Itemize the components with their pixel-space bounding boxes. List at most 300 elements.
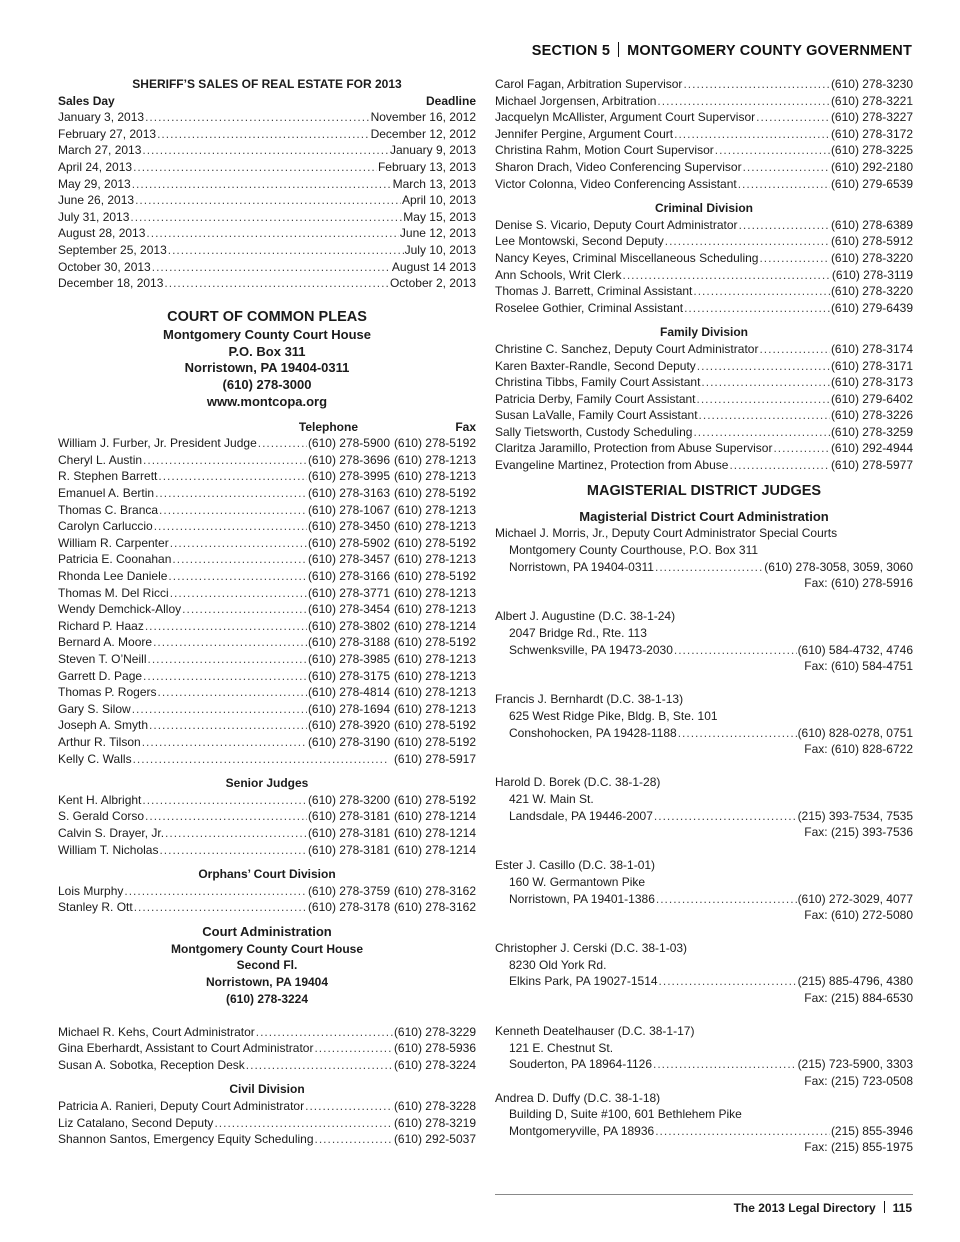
mdj-address: Montgomery County Courthouse, P.O. Box 311 [509,543,759,558]
arbitration-row [495,93,913,110]
person-name: Susan A. Sobotka, Reception Desk [58,1057,245,1072]
dot-leader [623,267,831,284]
family-division-row [495,374,913,391]
person-name: Arthur R. Tilson [58,734,141,749]
ccp-address-line: Montgomery County Court House [163,326,371,342]
mdj-city: Norristown, PA 19401-1386 [509,891,655,906]
mdj-city-phone [495,642,913,659]
mdj-city: Souderton, PA 18964-1126 [509,1057,653,1072]
telephone-number: (610) 279-6439 [830,300,913,315]
person-name: Patricia A. Ranieri, Deputy Court Administrator [58,1099,305,1114]
judge-row [58,717,476,734]
person-name: Kelly C. Walls [58,751,132,766]
arbitration-row [495,76,913,93]
sale-day: March 27, 2013 [58,143,142,158]
telephone-number: (610) 292-4944 [830,441,913,456]
person-name: Liz Catalano, Second Deputy [58,1115,214,1130]
person-name: Thomas M. Del Ricci [58,585,169,600]
mdj-city: Landsdale, PA 19446-2007 [509,808,653,823]
mdj-entry [495,1023,913,1089]
deadline-header: Deadline [425,93,476,108]
telephone-number: (610) 279-6402 [830,391,913,406]
family-division-row [495,391,913,408]
person-name: Gina Eberhardt, Assistant to Court Administrator [58,1041,314,1056]
court-admin-title: Court Administration [202,923,332,939]
dot-leader [729,457,829,474]
telephone-header: Telephone [298,419,358,434]
person-name: Patricia E. Coonahan [58,552,172,567]
telephone-number: (610) 278-3175 [307,668,390,683]
person-name: William J. Furber, Jr. President Judge [58,436,257,451]
fax-number: (610) 278-1214 [393,809,476,824]
section-number: SECTION 5 [531,43,611,59]
person-name: Lee Montowski, Second Deputy [495,234,664,249]
telephone-number: (610) 278-3181 [307,825,390,840]
dot-leader [305,1098,393,1115]
dot-leader [158,468,307,485]
mdj-address: 2047 Bridge Rd., Rte. 113 [509,626,647,641]
dot-leader [759,341,829,358]
dot-leader [153,634,307,651]
person-name: Carol Fagan, Arbitration Supervisor [495,77,683,91]
ccp-table-header [58,419,476,436]
fax-number: (610) 278-1214 [393,825,476,840]
civil-division-row [58,1115,476,1132]
criminal-division-title: Criminal Division [654,201,754,216]
section-title: MONTGOMERY COUNTY GOVERNMENT [627,43,912,59]
fax-number: (610) 278-5192 [393,792,476,807]
mdj-telephone: (215) 723-5900, 3303 [797,1057,913,1072]
mdj-fax: Fax: (610) 272-5080 [804,908,913,923]
court-admin-staff-row [58,1040,476,1057]
judge-row [58,551,476,568]
dot-leader [693,283,830,300]
person-name: William R. Carpenter [58,535,169,550]
mdj-telephone: (215) 885-4796, 4380 [797,974,913,989]
family-division-row [495,440,913,457]
senior-judge-row [58,792,476,809]
sheriff-sale-row [58,275,476,292]
telephone-number: (610) 278-3173 [830,375,913,390]
dot-leader [154,518,307,535]
sale-deadline: February 13, 2013 [377,159,476,174]
dot-leader [701,374,830,391]
orphans-court-list [58,883,476,916]
sale-day: April 24, 2013 [58,159,133,174]
sale-day: June 26, 2013 [58,193,135,208]
dot-leader [214,1115,393,1132]
telephone-number: (610) 278-3200 [307,792,390,807]
mdj-entry [495,940,913,1023]
telephone-number: (610) 278-3174 [830,341,913,356]
person-name: Jennifer Pergine, Argument Court [495,126,674,141]
person-name: Bernard A. Moore [58,635,153,650]
mdj-telephone: (610) 272-3029, 4077 [797,891,913,906]
telephone-number: (610) 292-2180 [830,159,913,174]
ccp-address-line: (610) 278-3000 [222,377,312,393]
mdj-city-phone [495,1123,913,1140]
judge-row [58,452,476,469]
sale-deadline: October 2, 2013 [389,276,476,291]
telephone-number: (610) 278-1067 [307,502,390,517]
person-name: Garrett D. Page [58,668,143,683]
dot-leader [145,808,307,825]
publication-name: The 2013 Legal Directory [733,1201,876,1215]
person-name: Denise S. Vicario, Deputy Court Administrator [495,217,738,232]
civil-division-row [58,1098,476,1115]
judge-row [58,468,476,485]
mdj-name: Ester J. Casillo (D.C. 38-1-01) [495,858,656,873]
dot-leader [132,701,307,718]
fax-number: (610) 278-1213 [393,552,476,567]
dot-leader [246,1057,393,1074]
person-name: Jacquelyn McAllister, Argument Court Supervisor [495,110,756,125]
judge-row [58,634,476,651]
criminal-division-row [495,250,913,267]
sheriff-sale-row [58,142,476,159]
dot-leader [145,618,307,635]
mdj-address: 160 W. Germantown Pike [509,874,646,889]
dot-leader [165,825,307,842]
court-admin-address-line: (610) 278-3224 [225,991,309,1006]
dot-leader [133,751,389,768]
mdj-entry [495,857,913,940]
sheriff-sale-row [58,209,476,226]
dot-leader [697,358,830,375]
dot-leader [159,502,307,519]
dot-leader [715,142,830,159]
sheriff-header [58,93,476,110]
person-name: Lois Murphy [58,883,124,898]
court-admin-staff-row [58,1057,476,1074]
person-name: Cheryl L. Austin [58,452,143,467]
dot-leader [315,1131,393,1148]
header-divider [618,42,619,57]
mdj-fax: Fax: (215) 884-6530 [804,991,913,1006]
dot-leader [697,391,830,408]
judge-row [58,751,476,768]
person-name: S. Gerald Corso [58,809,145,824]
telephone-number: (610) 278-3802 [307,618,390,633]
telephone-number: (610) 278-3220 [830,250,913,265]
mdj-entry [495,691,913,774]
telephone-number: (610) 292-5037 [393,1132,476,1147]
dot-leader [655,1123,830,1140]
criminal-division-row [495,300,913,317]
dot-leader [133,159,377,176]
ccp-title: COURT OF COMMON PLEAS [167,308,367,325]
dot-leader [164,275,389,292]
mdj-admin-title: Magisterial District Court Administration [579,508,829,524]
dot-leader [773,440,829,457]
telephone-number: (610) 278-3119 [831,267,913,282]
sale-day: July 31, 2013 [58,209,130,224]
family-division-row [495,424,913,441]
mdj-fax: Fax: (610) 278-5916 [804,576,913,591]
person-name: Christina Rahm, Motion Court Supervisor [495,143,714,158]
mdj-name: Christopher J. Cerski (D.C. 38-1-03) [495,941,688,956]
mdj-address: 421 W. Main St. [509,791,594,806]
judge-row [58,734,476,751]
mdj-address: 8230 Old York Rd. [509,957,607,972]
sheriff-sale-row [58,225,476,242]
dot-leader [258,435,307,452]
mdj-fax: Fax: (215) 393-7536 [804,825,913,840]
dot-leader [693,424,830,441]
sale-deadline: December 12, 2012 [370,126,476,141]
orphans-judge-row [58,899,476,916]
ccp-address-line: P.O. Box 311 [228,343,306,359]
fax-number: (610) 278-1213 [393,701,476,716]
person-name: Rhonda Lee Daniele [58,569,168,584]
telephone-number: (610) 278-5902 [307,535,390,550]
dot-leader [665,233,830,250]
dot-leader [674,126,830,143]
dot-leader [684,300,830,317]
sheriff-sale-row [58,159,476,176]
person-name: Thomas J. Barrett, Criminal Assistant [495,284,693,299]
judge-row [58,684,476,701]
family-division-row [495,407,913,424]
person-name: Victor Colonna, Video Conferencing Assistant [495,176,737,191]
fax-number: (610) 278-1213 [393,602,476,617]
dot-leader [147,651,306,668]
telephone-number: (610) 278-3920 [307,718,390,733]
mdj-name: Albert J. Augustine (D.C. 38-1-24) [495,609,676,624]
sale-deadline: June 12, 2013 [399,226,476,241]
family-division-row [495,457,913,474]
person-name: Claritza Jaramillo, Protection from Abuse Supervisor [495,441,773,456]
mdj-address: Building D, Suite #100, 601 Bethlehem Pike [509,1107,742,1122]
mdj-fax: Fax: (215) 723-0508 [804,1074,913,1089]
dot-leader [756,109,830,126]
dot-leader [155,485,307,502]
mdj-city-phone [495,973,913,990]
dot-leader [152,259,391,276]
dot-leader [659,973,797,990]
dot-leader [256,1024,393,1041]
sale-deadline: May 15, 2013 [403,209,476,224]
telephone-number: (610) 278-3224 [393,1057,476,1072]
mdj-entry [495,608,913,691]
family-division-list [495,341,913,474]
family-division-row [495,341,913,358]
judge-row [58,651,476,668]
fax-number: (610) 278-5192 [393,734,476,749]
criminal-division-row [495,267,913,284]
person-name: Calvin S. Drayer, Jr. [58,825,165,840]
fax-number: (610) 278-5192 [393,569,476,584]
sale-deadline: November 16, 2012 [370,110,476,125]
senior-judge-row [58,842,476,859]
fax-number: (610) 278-1213 [393,585,476,600]
telephone-number: (610) 278-3220 [830,284,913,299]
person-name: Michael R. Kehs, Court Administrator [58,1024,255,1039]
person-name: Shannon Santos, Emergency Equity Scheduling [58,1132,314,1147]
person-name: Wendy Demchick-Alloy [58,602,182,617]
fax-number: (610) 278-5192 [393,635,476,650]
dot-leader [653,1056,797,1073]
telephone-number: (610) 278-3230 [830,77,913,91]
dot-leader [132,176,392,193]
telephone-number: (610) 278-3178 [307,900,390,915]
criminal-division-row [495,217,913,234]
dot-leader [146,225,399,242]
telephone-number: (610) 278-3172 [830,126,913,141]
mdj-fax: Fax: (215) 855-1975 [804,1140,913,1155]
dot-leader [142,734,307,751]
telephone-number: (610) 278-3771 [307,585,390,600]
person-name: Evangeline Martinez, Protection from Abuse [495,458,729,473]
telephone-number: (610) 278-4814 [307,685,390,700]
dot-leader [656,891,797,908]
dot-leader [158,684,307,701]
arbitration-row [495,126,913,143]
telephone-number: (610) 278-5936 [393,1041,476,1056]
mdj-fax: Fax: (610) 828-6722 [804,742,913,757]
person-name: Gary S. Silow [58,701,131,716]
dot-leader [142,142,389,159]
person-name: Sharon Drach, Video Conferencing Supervisor [495,159,742,174]
dot-leader [699,407,830,424]
person-name: Thomas P. Rogers [58,685,157,700]
mdj-city-phone [495,725,913,742]
mdj-title: MAGISTERIAL DISTRICT JUDGES [586,482,822,499]
dot-leader [738,176,830,193]
criminal-division-list [495,217,913,317]
telephone-number: (610) 278-3454 [307,602,390,617]
person-name: Christina Tibbs, Family Court Assistant [495,375,701,390]
dot-leader [654,808,797,825]
dot-leader [135,192,401,209]
judge-row [58,535,476,552]
civil-division-title: Civil Division [229,1082,305,1097]
telephone-number: (610) 278-3995 [307,469,390,484]
telephone-number: (610) 279-6539 [830,176,913,191]
section-header [532,42,912,59]
telephone-number: (610) 278-5900 [307,436,390,451]
person-name: Joseph A. Smyth [58,718,149,733]
judge-row [58,518,476,535]
mdj-address: 121 E. Chestnut St. [509,1040,614,1055]
mdj-list [495,525,913,1156]
footer-divider [884,1201,885,1213]
sale-day: February 27, 2013 [58,126,157,141]
court-admin-staff-list [58,1024,476,1074]
dot-leader [130,209,402,226]
person-name: Steven T. O’Neill [58,652,147,667]
fax-number: (610) 278-1213 [393,652,476,667]
fax-number: (610) 278-5192 [393,718,476,733]
senior-judges-list [58,792,476,858]
telephone-number: (610) 278-6389 [830,217,913,232]
sale-deadline: April 10, 2013 [401,193,476,208]
arbitration-row [495,159,913,176]
dot-leader [145,109,370,126]
telephone-number: (610) 278-3163 [307,486,390,501]
dot-leader [172,551,307,568]
person-name: Ann Schools, Writ Clerk [495,267,622,282]
family-division-row [495,358,913,375]
mdj-city: Montgomeryville, PA 18936 [509,1123,655,1138]
person-name: Carolyn Carluccio [58,519,153,534]
dot-leader [683,76,830,93]
senior-judge-row [58,808,476,825]
fax-number: (610) 278-1214 [393,842,476,857]
arbitration-list [495,76,913,192]
mdj-address: 625 West Ridge Pike, Bldg. B, Ste. 101 [509,708,718,723]
civil-division-list [58,1098,476,1148]
mdj-city: Norristown, PA 19404-0311 [509,559,654,574]
mdj-telephone: (215) 393-7534, 7535 [797,808,913,823]
dot-leader [157,126,370,143]
telephone-number: (610) 278-3181 [307,842,390,857]
mdj-city: Schwenksville, PA 19473-2030 [509,642,673,657]
sheriff-sale-row [58,192,476,209]
person-name: Christine C. Sanchez, Deputy Court Administrator [495,341,759,356]
fax-number: (610) 278-5192 [393,535,476,550]
person-name: William T. Nicholas [58,842,159,857]
senior-judges-title: Senior Judges [225,776,309,791]
fax-number: (610) 278-3162 [393,900,476,915]
telephone-number: (610) 278-3188 [307,635,390,650]
arbitration-row [495,176,913,193]
sale-deadline: March 13, 2013 [392,176,476,191]
sale-day: December 18, 2013 [58,276,164,291]
family-division-title: Family Division [659,325,749,340]
senior-judge-row [58,825,476,842]
telephone-number: (610) 278-3171 [830,358,913,373]
person-name: Susan LaValle, Family Court Assistant [495,408,698,423]
dot-leader [143,452,307,469]
mdj-entry [495,1090,913,1156]
telephone-number: (610) 278-3985 [307,652,390,667]
mdj-name: Harold D. Borek (D.C. 38-1-28) [495,775,661,790]
sale-day: October 30, 2013 [58,259,151,274]
telephone-number: (610) 278-1694 [307,701,390,716]
telephone-number: (610) 278-3190 [307,734,390,749]
fax-number: (610) 278-3162 [393,883,476,898]
telephone-number: (610) 278-5977 [830,458,913,473]
mdj-name: Kenneth Deatelhauser (D.C. 38-1-17) [495,1024,695,1039]
person-name: Patricia Derby, Family Court Assistant [495,391,696,406]
person-name: Nancy Keyes, Criminal Miscellaneous Scheduling [495,250,759,265]
criminal-division-row [495,233,913,250]
telephone-number: (610) 278-3181 [307,809,390,824]
dot-leader [743,159,830,176]
arbitration-row [495,109,913,126]
mdj-name: Francis J. Bernhardt (D.C. 38-1-13) [495,692,684,707]
dot-leader [657,93,830,110]
person-name: Roselee Gothier, Criminal Assistant [495,300,684,315]
judge-row [58,568,476,585]
mdj-city: Conshohocken, PA 19428-1188 [509,725,677,740]
person-name: Karen Baxter-Randle, Second Deputy [495,358,696,373]
judge-row [58,668,476,685]
telephone-number: (610) 278-3229 [393,1024,476,1039]
mdj-telephone: (610) 828-0278, 0751 [797,725,913,740]
fax-header: Fax [455,419,476,434]
orphans-judge-row [58,883,476,900]
fax-number: (610) 278-1213 [393,519,476,534]
ccp-address-line: Norristown, PA 19404-0311 [184,360,350,376]
dot-leader [739,217,830,234]
sale-deadline: July 10, 2013 [404,242,476,257]
telephone-number: (610) 278-3227 [830,110,913,125]
fax-number: (610) 278-1213 [393,469,476,484]
telephone-number: (610) 278-3457 [307,552,390,567]
fax-number: (610) 278-5192 [393,486,476,501]
